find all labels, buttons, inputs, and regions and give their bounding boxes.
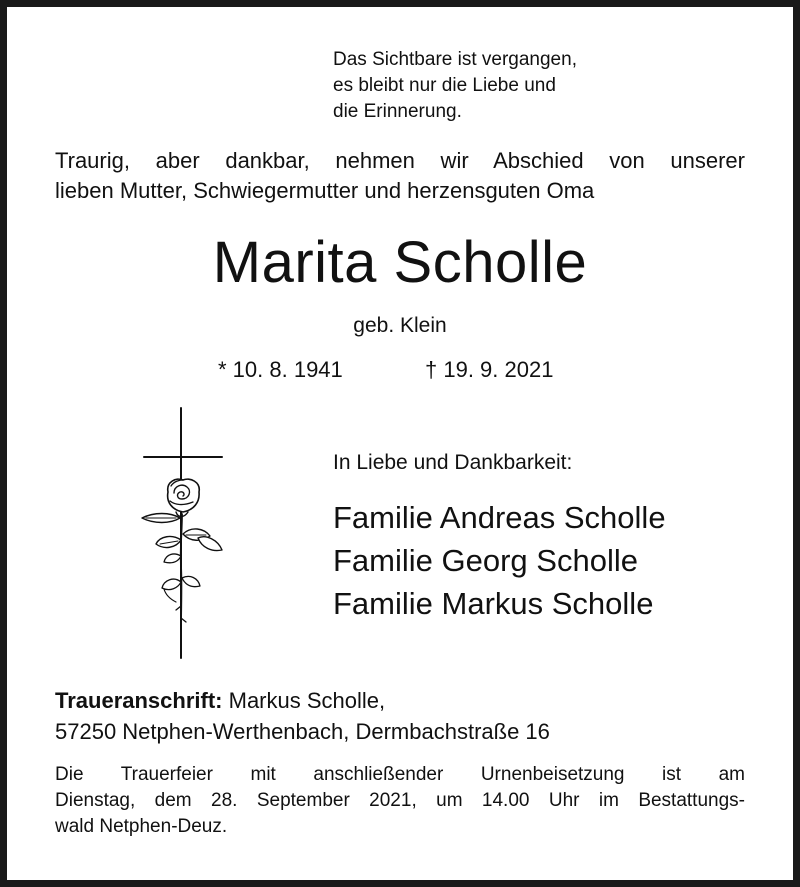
address-street: 57250 Netphen-Werthenbach, Dermbachstraße 16 [55, 719, 550, 744]
thanks-line: In Liebe und Dankbarkeit: [333, 451, 573, 474]
family-name: Familie Markus Scholle [333, 586, 654, 621]
service-notice [55, 762, 745, 840]
address-line [55, 685, 550, 716]
mourning-address [55, 685, 550, 747]
family-name: Familie Georg Scholle [333, 543, 638, 578]
quote-line: die Erinnerung. [333, 101, 462, 122]
intro-line: lieben Mutter, Schwiegermutter und herzensguten Oma [55, 178, 595, 203]
service-line: wald Netphen-Deuz. [55, 816, 228, 837]
death-date: † 19. 9. 2021 [425, 357, 554, 382]
address-name: Markus Scholle, [222, 688, 386, 713]
cross-with-rose-icon [136, 406, 228, 662]
intro-line: Traurig, aber dankbar, nehmen wir Abschied von unserer [55, 148, 745, 173]
service-line: Die Trauerfeier mit anschließender Urnenbeisetzung ist am [55, 764, 745, 785]
quote-line: Das Sichtbare ist vergangen, [333, 49, 577, 70]
address-label: Traueranschrift: [55, 688, 223, 713]
deceased-name: Marita Scholle [212, 230, 588, 295]
family-name: Familie Andreas Scholle [333, 500, 666, 535]
intro-text [55, 146, 745, 206]
service-line: Dienstag, dem 28. September 2021, um 14.00 Uhr im Bestattungs- [55, 790, 745, 811]
family-list [333, 496, 666, 625]
maiden-name: geb. Klein [353, 314, 447, 337]
birth-date: * 10. 8. 1941 [218, 357, 343, 382]
memorial-quote [333, 47, 577, 125]
quote-line: es bleibt nur die Liebe und [333, 75, 556, 96]
